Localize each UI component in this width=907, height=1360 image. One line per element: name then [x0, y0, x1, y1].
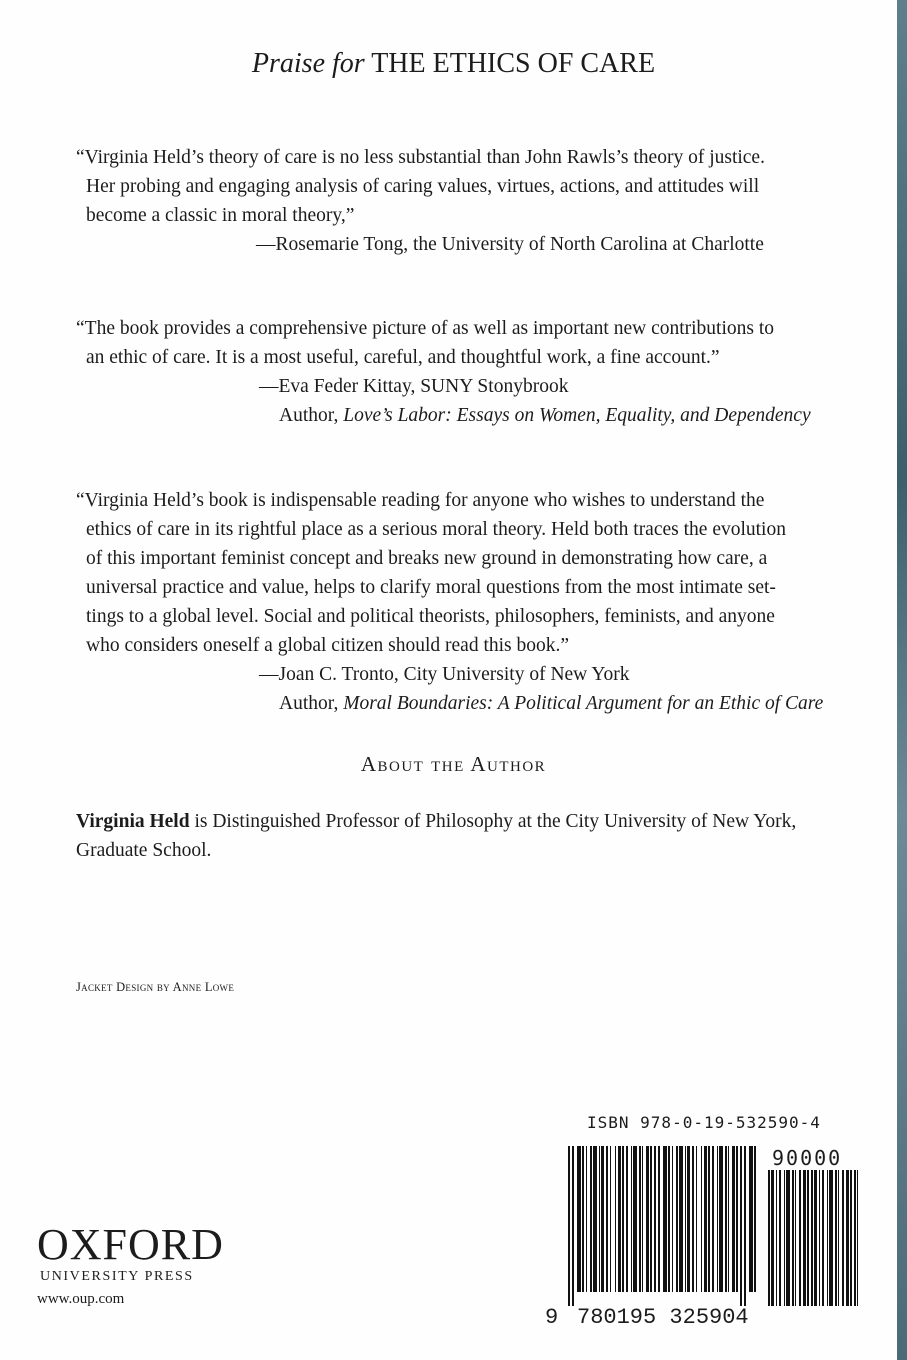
- publisher-logo: [37, 1220, 224, 1285]
- quote-line: an ethic of care. It is a most useful, careful, and thoughtful work, a fine account.”: [86, 347, 720, 368]
- author-bio: [76, 807, 856, 865]
- publisher-name: OXFORD: [37, 1220, 224, 1269]
- author-book-title: Love’s Labor: Essays on Women, Equality, and Dependency: [343, 405, 811, 426]
- praise-heading-italic: Praise for: [251, 48, 365, 79]
- barcode-addon-digits: 90000: [772, 1146, 843, 1170]
- quote-author-credit: [76, 401, 846, 430]
- quote-line: become a classic in moral theory,”: [86, 205, 355, 226]
- about-author-heading: About the Author: [360, 752, 547, 776]
- quote-line: of this important feminist concept and breaks new ground in demonstrating how care, a: [86, 548, 768, 569]
- barcode-ean-digits: [545, 1305, 749, 1330]
- quote-author-credit: [76, 689, 846, 718]
- cover-edge-strip: [897, 0, 907, 1360]
- quote-line: “Virginia Held’s book is indispensable reading for anyone who wishes to understand the: [76, 490, 765, 511]
- author-book-title: Moral Boundaries: A Political Argument for an Ethic of Care: [343, 693, 824, 714]
- quote-attribution: —Joan C. Tronto, City University of New York: [259, 664, 630, 685]
- quote-line: ethics of care in its rightful place as a serious moral theory. Held both traces the evolution: [86, 519, 786, 540]
- quote-line: “The book provides a comprehensive picture of as well as important new contributions to: [76, 318, 775, 339]
- praise-heading: [0, 48, 907, 80]
- publisher-subtitle: UNIVERSITY PRESS: [40, 1269, 194, 1284]
- quote-line: Her probing and engaging analysis of caring values, virtues, actions, and attitudes will: [86, 176, 760, 197]
- ean-digits-rest: 780195 325904: [577, 1305, 749, 1330]
- author-prefix: Author,: [279, 405, 339, 426]
- isbn-label: ISBN 978-0-19-532590-4: [587, 1113, 821, 1132]
- review-quote-kittay: [76, 314, 846, 430]
- quote-line: who considers oneself a global citizen should read this book.”: [86, 635, 570, 656]
- author-name: Virginia Held: [76, 811, 190, 832]
- quote-attribution: —Rosemarie Tong, the University of North Carolina at Charlotte: [256, 234, 764, 255]
- jacket-design-credit: Jacket Design by Anne Lowe: [76, 980, 235, 994]
- quote-line: “Virginia Held’s theory of care is no less substantial than John Rawls’s theory of justice.: [76, 147, 765, 168]
- bio-line: Graduate School.: [76, 840, 212, 861]
- review-quote-tronto: [76, 486, 846, 718]
- bio-text: is Distinguished Professor of Philosophy at the City University of New York,: [189, 811, 797, 832]
- quote-line: tings to a global level. Social and political theorists, philosophers, feminists, and anyone: [86, 606, 775, 627]
- barcode-addon-icon: [768, 1170, 858, 1306]
- praise-heading-title: THE ETHICS OF CARE: [371, 48, 656, 79]
- bio-line: [76, 807, 856, 836]
- author-prefix: Author,: [279, 693, 339, 714]
- publisher-url: www.oup.com: [37, 1291, 125, 1307]
- ean-first-digit: 9: [545, 1305, 559, 1330]
- quote-line: universal practice and value, helps to clarify moral questions from the most intimate set-: [86, 577, 776, 598]
- quote-attribution: —Eva Feder Kittay, SUNY Stonybrook: [259, 376, 569, 397]
- review-quote-tong: [76, 143, 846, 259]
- barcode-main-icon: [568, 1146, 758, 1306]
